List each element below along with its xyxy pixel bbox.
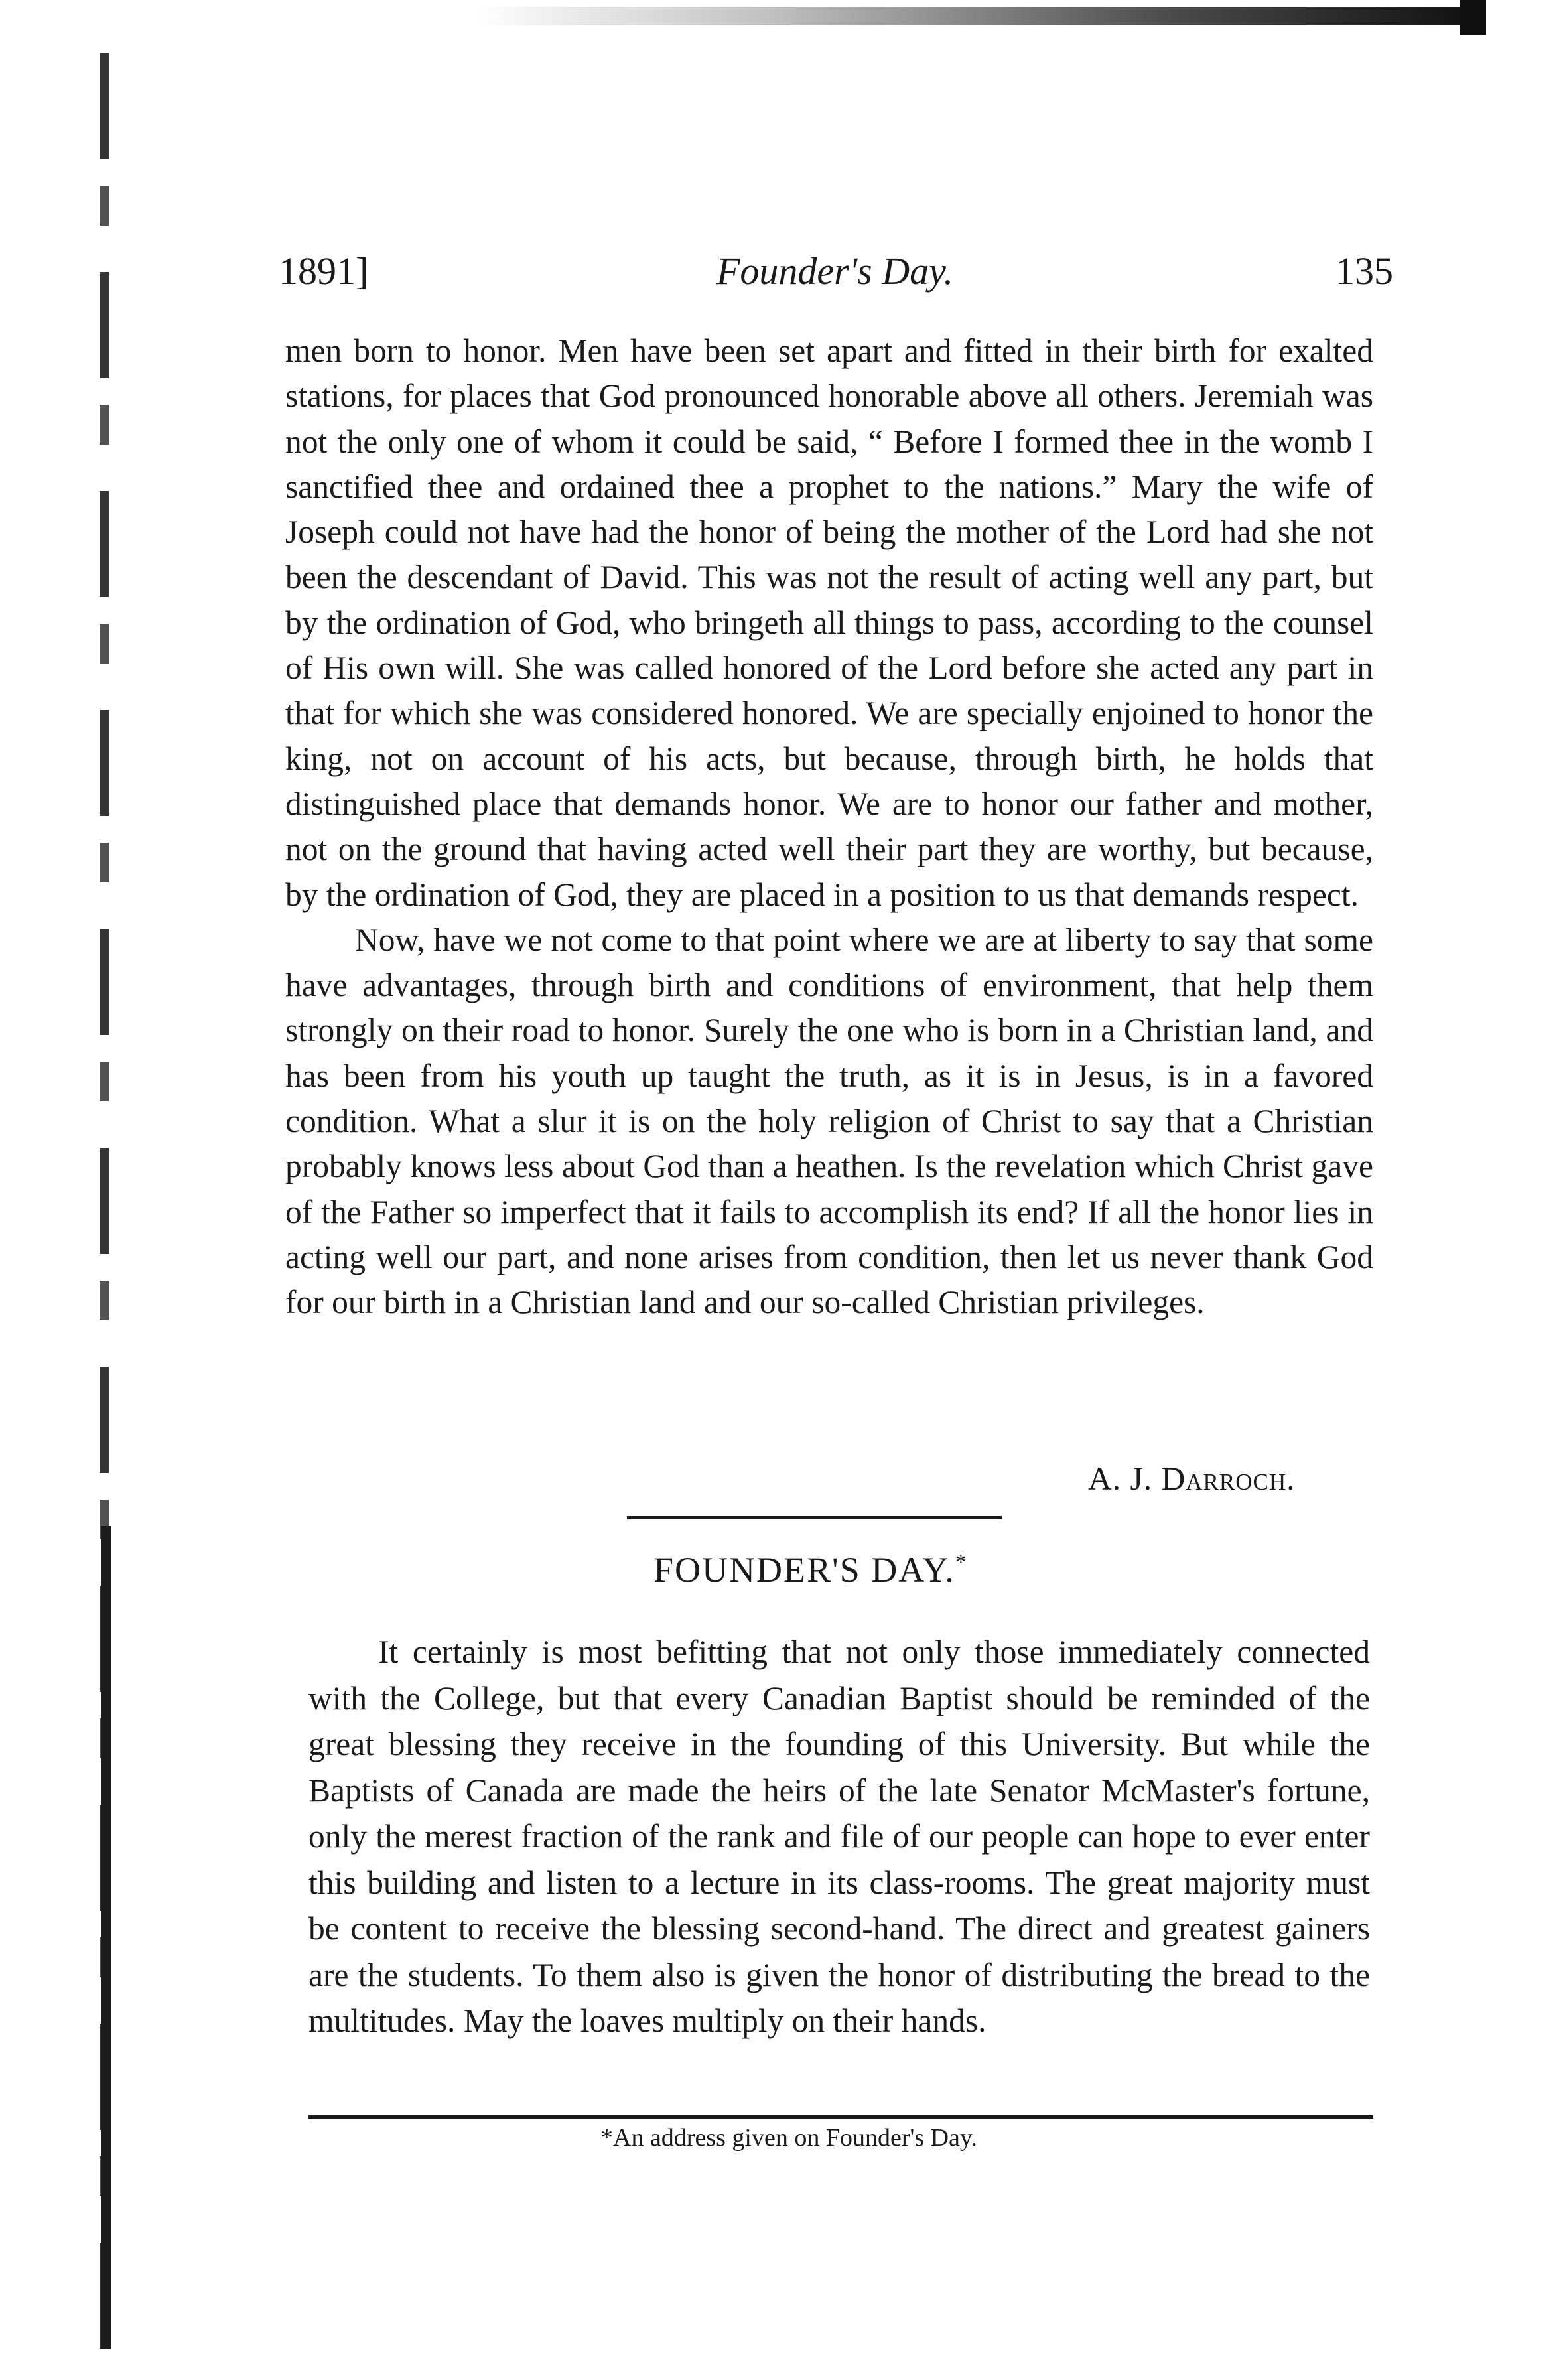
footnote-rule [308,2115,1373,2119]
article-paragraph: men born to honor. Men have been set apart and fitted in their birth for exalted stations, for places that God pronounced honorable above all others. Jeremiah was not the only one of whom it could be said, “ Before I formed thee in the womb I sanctified thee and ordained thee a prophet to the nations.” Mary the wife of Joseph could not have had the honor of being the mother of the Lord had she not been the descendant of David. This was not the result of acting well any part, but by the ordination of God, who bringeth all things to pass, according to the counsel of His own will. She was called honored of the Lord before she acted any part in that for which she was considered honored. We are specially enjoined to honor the king, not on account of his acts, but because, through birth, he holds that distinguished place that demands honor. We are to honor our father and mother, not on the ground that having acted well their part they are worthy, but because, by the ordination of God, they are placed in a position to us that demands respect. [285,332,1373,913]
section-divider [627,1516,1002,1519]
section-title [653,1549,968,1590]
footnote-marker: * [955,1550,968,1575]
section-body [308,1629,1370,2044]
scan-top-edge-cap [1460,0,1486,35]
article-paragraph: Now, have we not come to that point where we are at liberty to say that some have advantages, through birth and conditions of environment, that help them strongly on their road to honor. Surely the one who is born in a Christian land, and has been from his youth up taught the truth, as it is in Jesus, is in a favored condition. What a slur it is on the holy religion of Christ to say that a Christian probably knows less about God than a heathen. Is the revelation which Christ gave of the Father so imperfect that it fails to accomplish its end? If all the honor lies in acting well our part, and none arises from condition, then let us never thank God for our birth in a Christian land and our so-called Christian privileges. [285,921,1373,1321]
header-year: 1891] [279,249,369,293]
author-signature: A. J. Darroch. [1088,1460,1296,1497]
footnote: *An address given on Founder's Day. [600,2124,977,2152]
page-number: 135 [1335,249,1393,293]
running-header [279,249,1393,309]
header-title: Founder's Day. [716,249,954,293]
section-title-text: FOUNDER'S DAY. [653,1550,955,1590]
article-body [285,328,1373,1326]
section-paragraph: It certainly is most befitting that not only those immediately connected with the College, but that every Canadian Baptist should be reminded of the great blessing they receive in the founding of this University. But while the Baptists of Canada are made the heirs of the late Senator McMaster's fortune, only the merest fraction of the rank and file of our people can hope to ever enter this building and listen to a lecture in its class-rooms. The great majority must be content to receive the blessing second-hand. The direct and greatest gainers are the students. To them also is given the honor of distributing the bread to the multitudes. May the loaves multiply on their hands. [308,1634,1370,2039]
scan-binding-edge-lower [101,1526,111,2349]
scan-top-edge [478,7,1473,25]
